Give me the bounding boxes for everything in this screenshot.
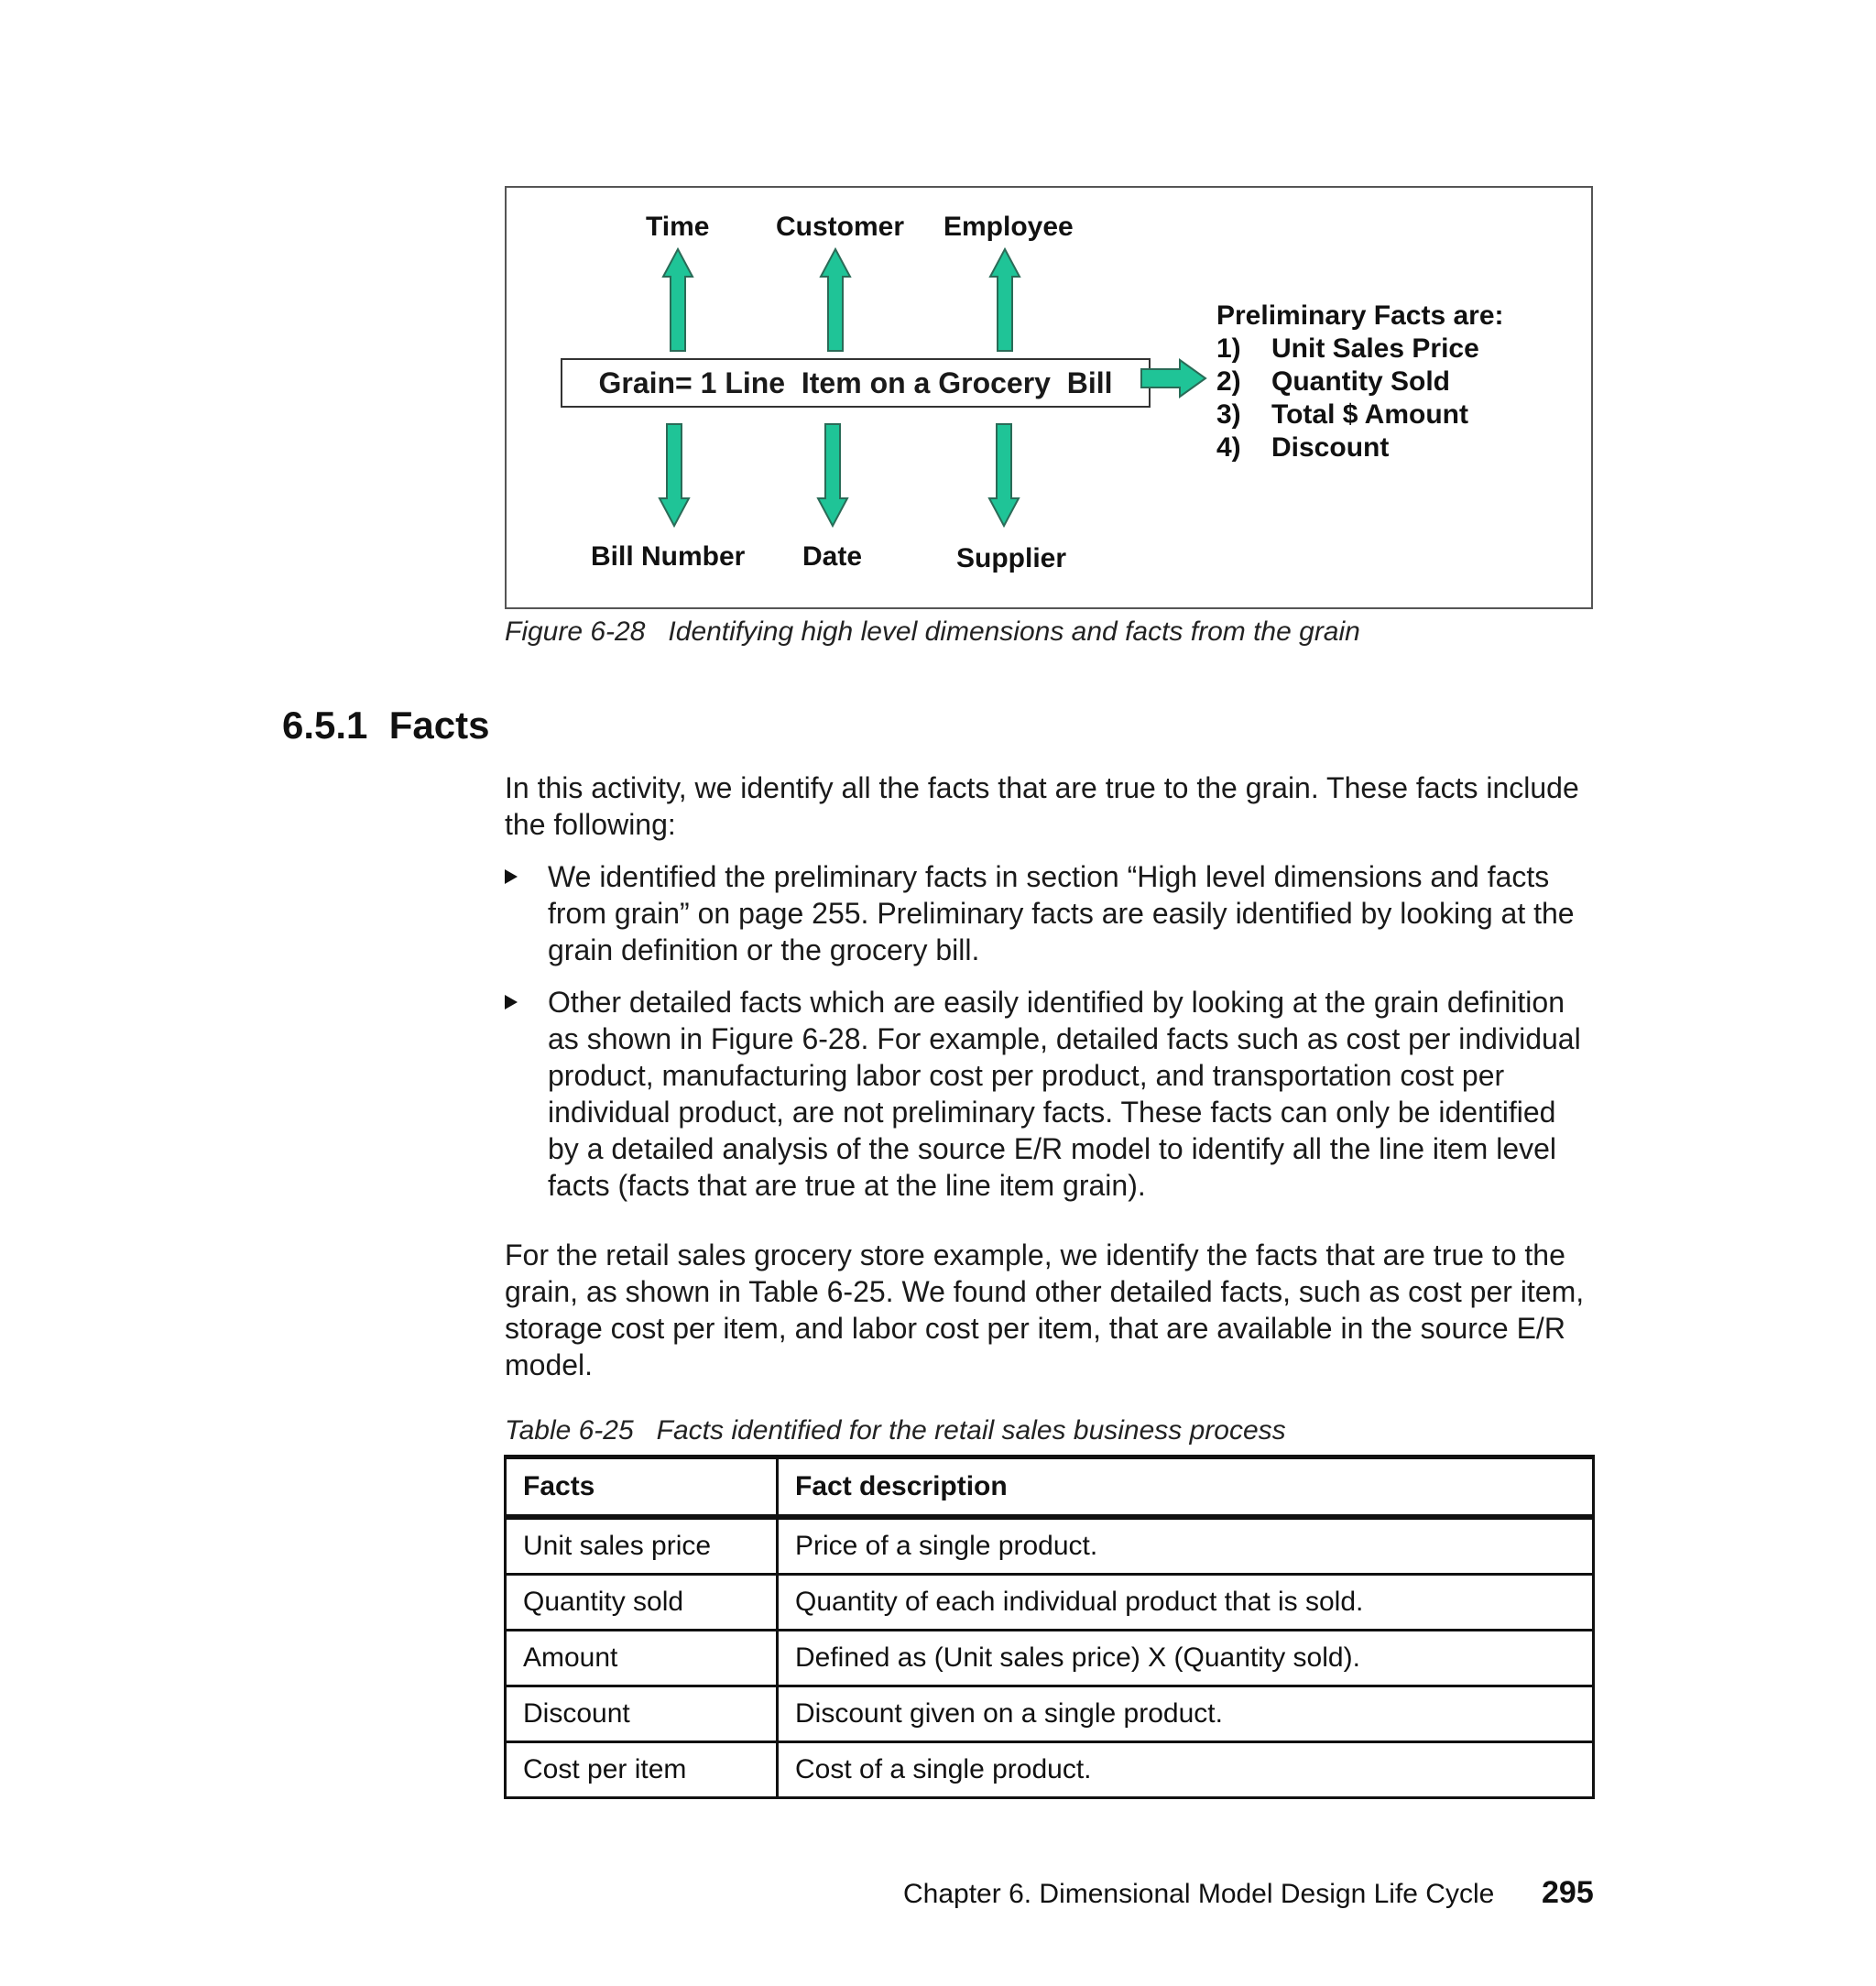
fact-number: 3) [1216, 399, 1241, 430]
intro-paragraph: In this activity, we identify all the facts that are true to the grain. These facts include the following: [505, 771, 1579, 841]
bullet-triangle-icon [505, 869, 518, 884]
dimension-label-employee: Employee [943, 212, 1074, 242]
down-arrow-icon [658, 422, 691, 528]
down-arrow-icon [816, 422, 849, 528]
preliminary-facts-panel [1216, 300, 1504, 464]
fact-text: Quantity Sold [1271, 366, 1450, 397]
dimension-label-supplier: Supplier [956, 543, 1067, 573]
down-arrow-icon [987, 422, 1020, 528]
table-row [506, 1517, 1594, 1575]
table-cell: Price of a single product. [778, 1517, 1594, 1575]
bullet-triangle-icon [505, 995, 518, 1009]
fact-number: 1) [1216, 333, 1241, 364]
dimension-label-time: Time [646, 212, 710, 242]
dimension-label-customer: Customer [776, 212, 905, 242]
dimension-label-bill-number: Bill Number [591, 541, 746, 572]
preliminary-facts-heading: Preliminary Facts are: [1216, 300, 1504, 331]
section-heading: 6.5.1 Facts [282, 704, 490, 747]
page-number: 295 [1542, 1875, 1594, 1910]
right-arrow-icon [1140, 358, 1207, 398]
footer-chapter-title: Chapter 6. Dimensional Model Design Life Cycle [903, 1879, 1495, 1909]
table-header-row [506, 1457, 1594, 1518]
bullet-item [505, 984, 1595, 1204]
fact-number: 4) [1216, 432, 1241, 463]
fact-number: 2) [1216, 366, 1241, 397]
table-row [506, 1575, 1594, 1631]
fact-text: Unit Sales Price [1271, 333, 1479, 364]
table-cell: Quantity sold [506, 1575, 778, 1631]
up-arrow-icon [819, 247, 852, 353]
body-paragraph: For the retail sales grocery store example, we identify the facts that are true to the grain, as shown in Table 6-25. We found other detailed facts, such as cost per item, storage cost per item, and labor cost per item, that are available in the source E/R model. [505, 1239, 1585, 1381]
table-cell: Amount [506, 1631, 778, 1686]
table-cell: Cost of a single product. [778, 1742, 1594, 1798]
table-cell: Discount [506, 1686, 778, 1742]
dimension-label-date: Date [802, 541, 863, 572]
column-header-fact-description: Fact description [778, 1457, 1594, 1518]
table-row [506, 1742, 1594, 1798]
up-arrow-icon [661, 247, 694, 353]
table-cell: Cost per item [506, 1742, 778, 1798]
fact-text: Total $ Amount [1271, 399, 1468, 430]
fact-item [1216, 431, 1504, 464]
fact-item [1216, 398, 1504, 431]
fact-item [1216, 366, 1504, 398]
bullet-text: Other detailed facts which are easily identified by looking at the grain definition as shown in Figure 6-28. For example, detailed facts such as cost per individual product, manufacturing labor cost per product, and transportation cost per individual product, are not preliminary facts. These facts can only be identified by a detailed analysis of the source E/R model to identify all the line item level facts (facts that are true at the line item grain). [548, 986, 1581, 1202]
table-row [506, 1631, 1594, 1686]
table-row [506, 1686, 1594, 1742]
table-cell: Discount given on a single product. [778, 1686, 1594, 1742]
table-caption: Table 6-25 Facts identified for the retail sales business process [505, 1415, 1286, 1446]
bullet-item [505, 858, 1595, 968]
bullet-text: We identified the preliminary facts in section “High level dimensions and facts from grain” on page 255. Preliminary facts are easily identified by looking at the grain definition or the grocery bill. [548, 860, 1575, 966]
grain-box: Grain= 1 Line Item on a Grocery Bill [561, 358, 1151, 408]
column-header-facts: Facts [506, 1457, 778, 1518]
up-arrow-icon [988, 247, 1021, 353]
table-cell: Defined as (Unit sales price) X (Quantity sold). [778, 1631, 1594, 1686]
fact-item [1216, 333, 1504, 366]
table-cell: Quantity of each individual product that is sold. [778, 1575, 1594, 1631]
figure-caption: Figure 6-28 Identifying high level dimensions and facts from the grain [505, 617, 1360, 647]
table-cell: Unit sales price [506, 1517, 778, 1575]
facts-table [504, 1455, 1595, 1799]
fact-text: Discount [1271, 432, 1390, 463]
